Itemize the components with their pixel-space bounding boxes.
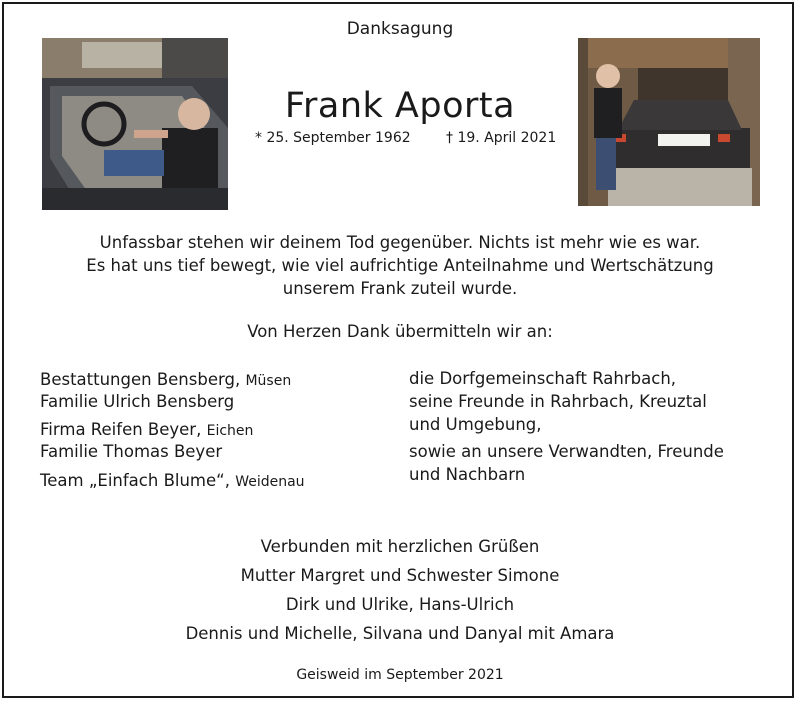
thanks-left-2-main: Firma Reifen Beyer, (40, 420, 202, 439)
thanks-left-2 (40, 420, 253, 439)
closing-heading: Verbunden mit herzlichen Grüßen (260, 537, 540, 556)
thanks-left-1-place: Müsen (245, 373, 292, 389)
thanks-left-3 (40, 471, 305, 490)
thanks-left-1-sub: Familie Ulrich Bensberg (40, 392, 235, 411)
license-plate (658, 134, 710, 146)
thanks-left-2-place: Eichen (206, 423, 254, 439)
thanks-left-3-place: Weidenau (235, 474, 305, 490)
footer-place-date: Geisweid im September 2021 (296, 667, 504, 683)
deceased-name: Frank Aporta (284, 86, 516, 126)
thanks-left-3-main: Team „Einfach Blume“, (40, 471, 230, 490)
thanks-left-2-sub: Familie Thomas Beyer (40, 442, 223, 461)
thanks-right-4: sowie an unsere Verwandten, Freunde (409, 442, 724, 461)
thanks-heading: Von Herzen Dank übermitteln wir an: (247, 322, 553, 341)
death-date: † 19. April 2021 (446, 130, 557, 146)
birth-date: * 25. September 1962 (255, 130, 411, 146)
message-line-1: Unfassbar stehen wir deinem Tod gegenüber. Nichts ist mehr wie es war. (99, 233, 701, 252)
thanks-left-1-main: Bestattungen Bensberg, (40, 370, 241, 389)
notice-title: Danksagung (346, 19, 454, 39)
closing-line-3: Dennis und Michelle, Silvana und Danyal mit Amara (185, 624, 615, 643)
closing-line-2: Dirk und Ulrike, Hans-Ulrich (285, 595, 515, 614)
thanks-left-1 (40, 370, 291, 389)
thanks-right-5: und Nachbarn (409, 465, 526, 484)
message-line-2: Es hat uns tief bewegt, wie viel aufrichtige Anteilnahme und Wertschätzung (86, 256, 714, 275)
thanks-right-2: seine Freunde in Rahrbach, Kreuztal (409, 392, 707, 411)
message-line-3: unserem Frank zuteil wurde. (282, 279, 518, 298)
closing-line-1: Mutter Margret und Schwester Simone (240, 566, 560, 585)
thanks-right-3: und Umgebung, (409, 415, 542, 434)
thanks-right-1: die Dorfgemeinschaft Rahrbach, (409, 369, 677, 388)
